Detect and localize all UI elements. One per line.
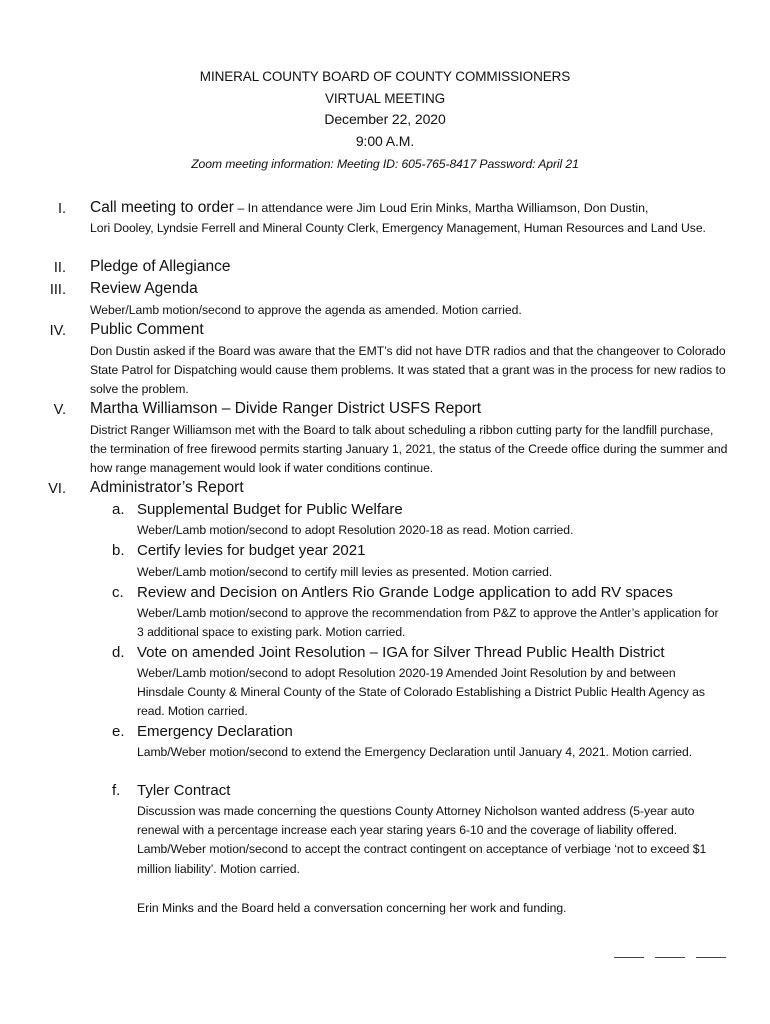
item-numeral: V. (53, 402, 66, 418)
board-title: MINERAL COUNTY BOARD OF COUNTY COMMISSIONERS (199, 69, 571, 84)
subitem-title: Tyler Contract (137, 782, 231, 799)
item-numeral: II. (53, 260, 66, 276)
initials-line-2 (655, 957, 685, 958)
meeting-type: VIRTUAL MEETING (324, 90, 446, 106)
item-numeral: I. (57, 201, 66, 217)
item-title: Review Agenda (90, 280, 198, 297)
meeting-time: 9:00 A.M. (355, 132, 415, 149)
subitem-title: Review and Decision on Antlers Rio Grande Lodge application to add RV spaces (137, 584, 673, 601)
subitem-letter: c. (112, 584, 124, 601)
subitem-title: Certify levies for budget year 2021 (137, 542, 366, 559)
subitem-letter: d. (112, 644, 125, 661)
subitem-body: Lamb/Weber motion/second to extend the Emergency Declaration until January 4, 2021. Motion carried. (137, 745, 693, 759)
document-header (0, 66, 770, 173)
subitem-title: Vote on amended Joint Resolution – IGA for Silver Thread Public Health District (137, 644, 665, 661)
item-title: Public Comment (90, 321, 204, 338)
subitem-letter: e. (112, 723, 125, 740)
initials-line-3 (696, 957, 726, 958)
item-title-text: Call meeting to order (90, 199, 234, 216)
subitem-title: Supplemental Budget for Public Welfare (137, 501, 403, 518)
subitem-body: Weber/Lamb motion/second to adopt Resolution 2020-18 as read. Motion carried. (137, 523, 574, 537)
item-title (90, 199, 648, 217)
subitem-title: Emergency Declaration (137, 723, 293, 740)
subitem-body: Discussion was made concerning the questions County Attorney Nicholson wanted address (5-year auto renewal with a percentage increase each year staring years 6-10 and the coverage of liability offered. Lamb/Weber motion/second to accept the contract contingent on acceptance of verbiage ‘not to exceed $1 million liability’. Motion carried. (137, 804, 707, 876)
item-body: Lori Dooley, Lyndsie Ferrell and Mineral County Clerk, Emergency Management, Human Resources and Land Use. (90, 221, 706, 235)
subitem-letter: b. (112, 542, 125, 559)
attendance-note: – In attendance were Jim Loud Erin Minks, Martha Williamson, Don Dustin, (233, 201, 649, 215)
item-title: Pledge of Allegiance (90, 258, 231, 275)
item-title: Martha Williamson – Divide Ranger District USFS Report (90, 400, 482, 417)
subitem-letter: a. (112, 501, 125, 518)
item-numeral: III. (49, 282, 66, 298)
item-body: Don Dustin asked if the Board was aware that the EMT’s did not have DTR radios and that the changeover to Colorado State Patrol for Dispatching would cause them problems. It was stated that a grant was in the process for new radios to solve the problem. (90, 344, 726, 397)
item-body: Weber/Lamb motion/second to approve the agenda as amended. Motion carried. (90, 303, 522, 317)
initials-line-1 (614, 957, 644, 958)
item-numeral: VI. (48, 481, 66, 497)
subitem-body: Weber/Lamb motion/second to certify mill levies as presented. Motion carried. (137, 565, 553, 579)
subitem-body: Weber/Lamb motion/second to adopt Resolution 2020-19 Amended Joint Resolution by and between Hinsdale County & Mineral County of the State of Colorado Establishing a District Public Health Agency as read. Motion carried. (137, 666, 705, 719)
item-numeral: IV. (49, 323, 66, 339)
subitem-letter: f. (112, 782, 121, 799)
item-body: District Ranger Williamson met with the Board to talk about scheduling a ribbon cutting party for the landfill purchase, the termination of free firewood permits starting January 1, 2021, the status of the Creede office during the summer and how range management would look if water conditions continue. (90, 423, 728, 476)
item-title: Administrator’s Report (90, 479, 244, 496)
meeting-date: December 22, 2020 (324, 111, 446, 127)
zoom-info: Zoom meeting information: Meeting ID: 605-765-8417 Password: April 21 (191, 157, 579, 171)
subitem-body: Weber/Lamb motion/second to approve the recommendation from P&Z to approve the Antler’s application for 3 additional space to existing park. Motion carried. (137, 606, 719, 640)
closing-paragraph: Erin Minks and the Board held a conversation concerning her work and funding. (137, 901, 567, 915)
